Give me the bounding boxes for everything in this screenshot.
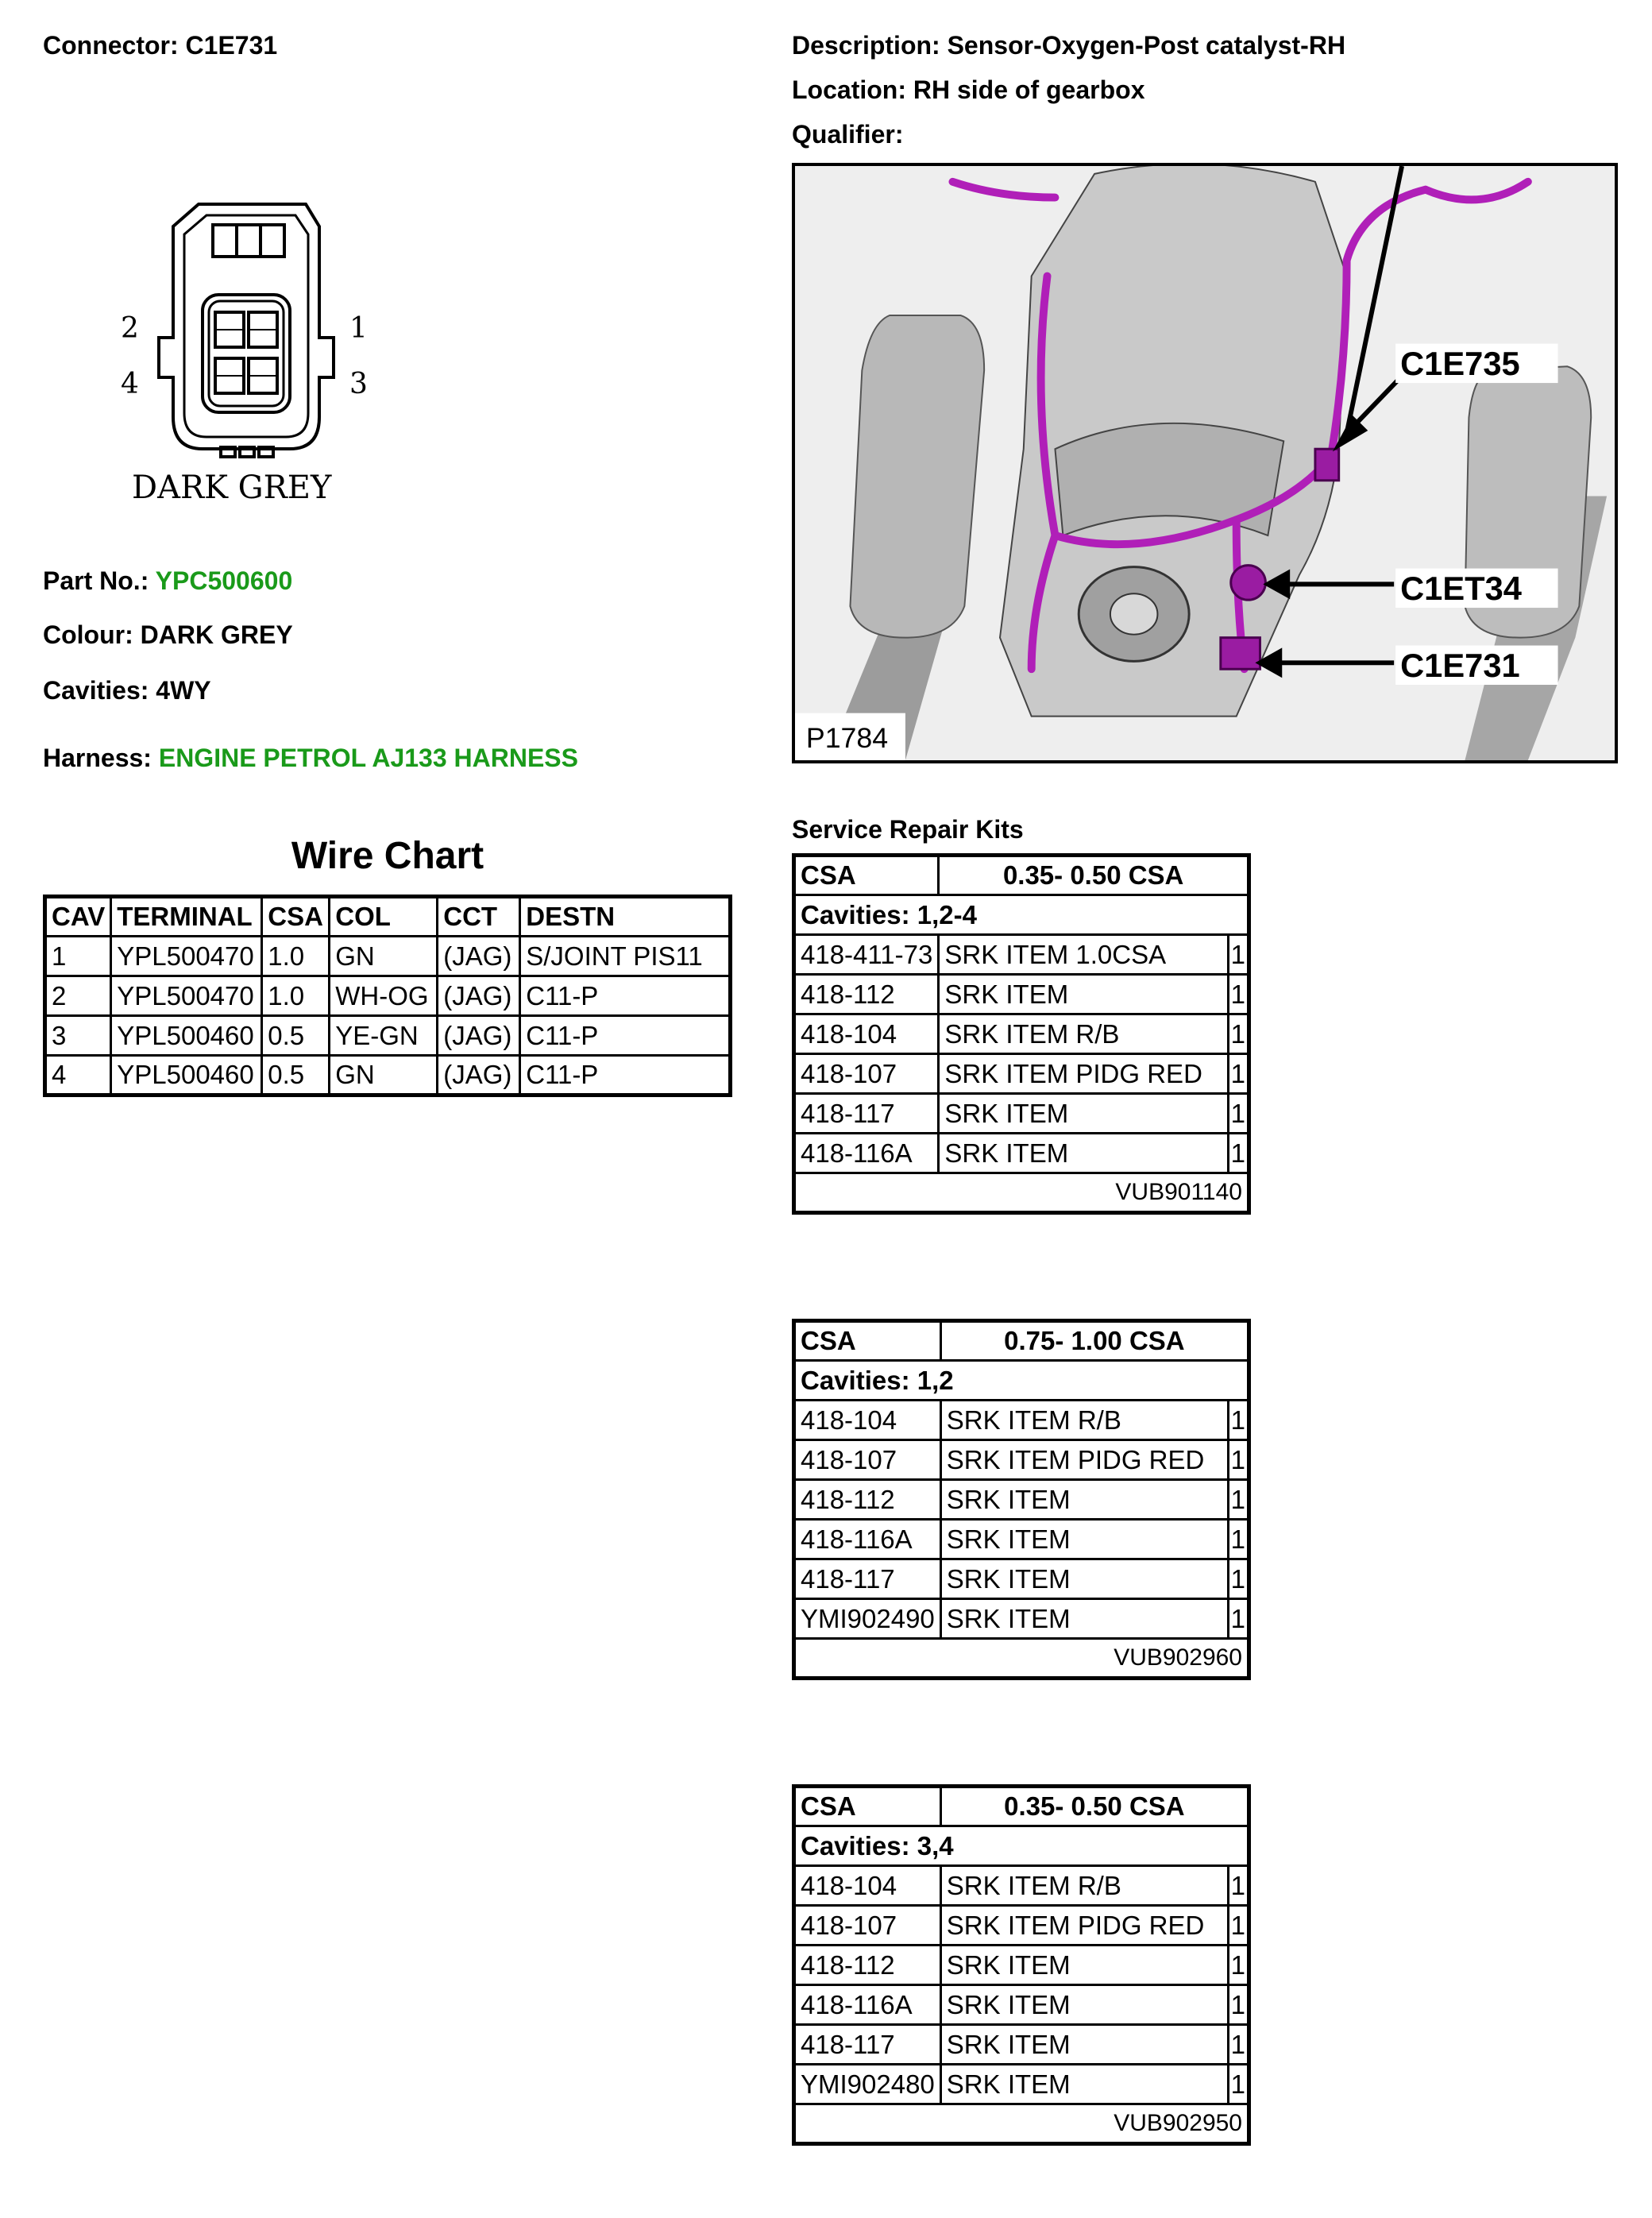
connector-colour-text: DARK GREY bbox=[132, 469, 332, 506]
cell-terminal: YPL500470 bbox=[111, 976, 262, 1016]
kit-csa-label: CSA bbox=[794, 1321, 941, 1361]
cavities-label: Cavities: bbox=[43, 676, 149, 705]
cell-cct: (JAG) bbox=[438, 1016, 520, 1056]
kit-item-row bbox=[794, 1520, 1249, 1559]
cell-cav: 3 bbox=[45, 1016, 111, 1056]
kit-item-row bbox=[794, 1866, 1249, 1906]
connector-face-diagram bbox=[111, 195, 373, 512]
location-photo bbox=[792, 163, 1618, 763]
kit-item-desc: SRK ITEM R/B bbox=[939, 1014, 1228, 1054]
kit-cavities: Cavities: 3,4 bbox=[794, 1826, 1249, 1866]
cell-col: GN bbox=[330, 937, 438, 976]
kit-ref-row bbox=[794, 2104, 1249, 2144]
kit-part-no: 418-112 bbox=[794, 1946, 941, 1985]
cell-csa: 0.5 bbox=[262, 1056, 330, 1095]
kit-item-desc: SRK ITEM bbox=[940, 1985, 1228, 2025]
cell-cav: 4 bbox=[45, 1056, 111, 1095]
kit-item-row bbox=[794, 1134, 1249, 1173]
connector-c1et34-marker bbox=[1231, 566, 1266, 601]
description-label: Description: bbox=[792, 31, 940, 60]
kit-csa-value: 0.35- 0.50 CSA bbox=[939, 856, 1249, 895]
cell-destn: C11-P bbox=[520, 976, 731, 1016]
kit-header-row bbox=[794, 1321, 1249, 1361]
kit-item-desc: SRK ITEM bbox=[939, 975, 1228, 1014]
kit-item-desc: SRK ITEM PIDG RED bbox=[939, 1054, 1228, 1094]
kit-csa-value: 0.75- 1.00 CSA bbox=[940, 1321, 1249, 1361]
kit-item-row bbox=[794, 1599, 1249, 1639]
qualifier-label: Qualifier: bbox=[792, 120, 904, 149]
kit-item-row bbox=[794, 1054, 1249, 1094]
harness-label: Harness: bbox=[43, 744, 152, 772]
kit-item-qty: 1 bbox=[1228, 2025, 1249, 2065]
qualifier-line bbox=[792, 119, 903, 149]
kit-item-desc: SRK ITEM bbox=[940, 1599, 1228, 1639]
kit-item-desc: SRK ITEM bbox=[940, 2025, 1228, 2065]
kit-cavities: Cavities: 1,2-4 bbox=[794, 895, 1249, 935]
kit-item-qty: 1 bbox=[1228, 2065, 1249, 2104]
cell-cav: 1 bbox=[45, 937, 111, 976]
kit-item-row bbox=[794, 1094, 1249, 1134]
connector-c1e731-marker bbox=[1221, 638, 1260, 670]
col-csa: CSA bbox=[262, 897, 330, 937]
description-line bbox=[792, 30, 1345, 60]
kit-item-desc: SRK ITEM bbox=[939, 1094, 1228, 1134]
connector-face-svg bbox=[111, 195, 373, 512]
kit-part-no: 418-116A bbox=[794, 1134, 939, 1173]
pin-2-label: 2 bbox=[121, 312, 139, 345]
col-destn: DESTN bbox=[520, 897, 731, 937]
location-photo-svg bbox=[795, 166, 1615, 760]
kit-item-qty: 1 bbox=[1228, 935, 1249, 975]
cell-col: WH-OG bbox=[330, 976, 438, 1016]
table-row bbox=[45, 1056, 731, 1095]
kit-item-row bbox=[794, 1906, 1249, 1946]
pin-3-label: 3 bbox=[349, 368, 368, 400]
harness-link[interactable]: ENGINE PETROL AJ133 HARNESS bbox=[158, 744, 578, 772]
table-row bbox=[45, 976, 731, 1016]
repair-kit-table-2 bbox=[792, 1319, 1251, 1680]
kit-item-qty: 1 bbox=[1228, 1134, 1249, 1173]
kit-part-no: 418-116A bbox=[794, 1520, 941, 1559]
kit-csa-label: CSA bbox=[794, 856, 939, 895]
cell-terminal: YPL500460 bbox=[111, 1016, 262, 1056]
col-cct: CCT bbox=[438, 897, 520, 937]
kit-item-desc: SRK ITEM R/B bbox=[940, 1401, 1228, 1440]
wire-chart-title: Wire Chart bbox=[291, 835, 484, 877]
cavities-value: 4WY bbox=[156, 676, 211, 705]
harness-line bbox=[43, 743, 578, 773]
kit-item-desc: SRK ITEM PIDG RED bbox=[940, 1906, 1228, 1946]
kit-item-qty: 1 bbox=[1228, 1054, 1249, 1094]
repair-kit-table-1 bbox=[792, 853, 1251, 1215]
cell-cct: (JAG) bbox=[438, 1056, 520, 1095]
colour-value: DARK GREY bbox=[140, 620, 293, 649]
kit-ref: VUB902960 bbox=[794, 1639, 1249, 1679]
kit-item-desc: SRK ITEM bbox=[940, 1946, 1228, 1985]
callout-c1et34: C1ET34 bbox=[1400, 570, 1522, 608]
kit-header-row bbox=[794, 1787, 1249, 1826]
kit-item-qty: 1 bbox=[1228, 1440, 1249, 1480]
colour-line bbox=[43, 620, 293, 650]
kit-item-row bbox=[794, 975, 1249, 1014]
cell-cct: (JAG) bbox=[438, 976, 520, 1016]
kit-csa-label: CSA bbox=[794, 1787, 941, 1826]
kit-item-row bbox=[794, 2025, 1249, 2065]
table-row bbox=[45, 937, 731, 976]
connector-label: Connector: bbox=[43, 31, 179, 60]
kit-item-desc: SRK ITEM bbox=[940, 2065, 1228, 2104]
pin-4-label: 4 bbox=[121, 368, 139, 400]
cell-cav: 2 bbox=[45, 976, 111, 1016]
cell-csa: 0.5 bbox=[262, 1016, 330, 1056]
col-col: COL bbox=[330, 897, 438, 937]
location-label: Location: bbox=[792, 75, 906, 104]
cell-terminal: YPL500460 bbox=[111, 1056, 262, 1095]
part-number-label: Part No.: bbox=[43, 566, 149, 595]
kit-item-qty: 1 bbox=[1228, 1599, 1249, 1639]
kit-item-qty: 1 bbox=[1228, 1985, 1249, 2025]
col-terminal: TERMINAL bbox=[111, 897, 262, 937]
kit-part-no: 418-104 bbox=[794, 1401, 941, 1440]
kit-cavities-row bbox=[794, 895, 1249, 935]
kit-part-no: YMI902490 bbox=[794, 1599, 941, 1639]
connector-heading bbox=[43, 30, 277, 60]
location-value: RH side of gearbox bbox=[913, 75, 1145, 104]
kit-item-qty: 1 bbox=[1228, 1014, 1249, 1054]
kit-item-qty: 1 bbox=[1228, 1480, 1249, 1520]
kit-part-no: 418-107 bbox=[794, 1054, 939, 1094]
cell-destn: C11-P bbox=[520, 1016, 731, 1056]
wire-chart-header-row bbox=[45, 897, 731, 937]
kit-part-no: 418-411-73 bbox=[794, 935, 939, 975]
kit-ref-row bbox=[794, 1639, 1249, 1679]
connector-id: C1E731 bbox=[185, 31, 278, 60]
kit-item-row bbox=[794, 1480, 1249, 1520]
kit-item-desc: SRK ITEM 1.0CSA bbox=[939, 935, 1228, 975]
description-value: Sensor-Oxygen-Post catalyst-RH bbox=[947, 31, 1346, 60]
kit-item-qty: 1 bbox=[1228, 1094, 1249, 1134]
cell-destn: S/JOINT PIS11 bbox=[520, 937, 731, 976]
kit-item-qty: 1 bbox=[1228, 1946, 1249, 1985]
kit-item-desc: SRK ITEM bbox=[940, 1520, 1228, 1559]
kit-item-desc: SRK ITEM bbox=[939, 1134, 1228, 1173]
kit-item-row bbox=[794, 1985, 1249, 2025]
col-cav: CAV bbox=[45, 897, 111, 937]
kit-part-no: 418-107 bbox=[794, 1906, 941, 1946]
kit-header-row bbox=[794, 856, 1249, 895]
kit-item-qty: 1 bbox=[1228, 1866, 1249, 1906]
kit-item-row bbox=[794, 1401, 1249, 1440]
kit-ref: VUB901140 bbox=[794, 1173, 1249, 1213]
kit-ref: VUB902950 bbox=[794, 2104, 1249, 2144]
kit-item-row bbox=[794, 1559, 1249, 1599]
part-number-line bbox=[43, 566, 292, 596]
pin-1-label: 1 bbox=[349, 312, 368, 345]
kit-item-desc: SRK ITEM bbox=[940, 1559, 1228, 1599]
kit-part-no: YMI902480 bbox=[794, 2065, 941, 2104]
kit-part-no: 418-104 bbox=[794, 1014, 939, 1054]
kit-item-qty: 1 bbox=[1228, 1906, 1249, 1946]
kit-part-no: 418-117 bbox=[794, 1559, 941, 1599]
cell-csa: 1.0 bbox=[262, 937, 330, 976]
kit-item-row bbox=[794, 2065, 1249, 2104]
cell-terminal: YPL500470 bbox=[111, 937, 262, 976]
kit-part-no: 418-116A bbox=[794, 1985, 941, 2025]
wire-chart-table bbox=[43, 895, 732, 1097]
callout-c1e735: C1E735 bbox=[1400, 345, 1520, 383]
table-row bbox=[45, 1016, 731, 1056]
kit-item-row bbox=[794, 935, 1249, 975]
kit-item-desc: SRK ITEM bbox=[940, 1480, 1228, 1520]
colour-label: Colour: bbox=[43, 620, 133, 649]
kit-item-qty: 1 bbox=[1228, 975, 1249, 1014]
part-number-link[interactable]: YPC500600 bbox=[155, 566, 293, 595]
kit-part-no: 418-117 bbox=[794, 1094, 939, 1134]
location-line bbox=[792, 75, 1144, 105]
repair-kit-table-3 bbox=[792, 1784, 1251, 2146]
cell-destn: C11-P bbox=[520, 1056, 731, 1095]
kit-cavities-row bbox=[794, 1826, 1249, 1866]
cell-col: GN bbox=[330, 1056, 438, 1095]
kit-part-no: 418-107 bbox=[794, 1440, 941, 1480]
kit-part-no: 418-117 bbox=[794, 2025, 941, 2065]
kit-cavities: Cavities: 1,2 bbox=[794, 1361, 1249, 1401]
kit-item-row bbox=[794, 1946, 1249, 1985]
kit-item-qty: 1 bbox=[1228, 1559, 1249, 1599]
figure-id: P1784 bbox=[805, 722, 889, 755]
kit-cavities-row bbox=[794, 1361, 1249, 1401]
connector-c1e735-marker bbox=[1315, 449, 1339, 481]
service-repair-kits-title: Service Repair Kits bbox=[792, 815, 1024, 844]
cell-cct: (JAG) bbox=[438, 937, 520, 976]
kit-csa-value: 0.35- 0.50 CSA bbox=[940, 1787, 1249, 1826]
kit-part-no: 418-112 bbox=[794, 975, 939, 1014]
kit-item-qty: 1 bbox=[1228, 1520, 1249, 1559]
kit-item-qty: 1 bbox=[1228, 1401, 1249, 1440]
kit-item-desc: SRK ITEM PIDG RED bbox=[940, 1440, 1228, 1480]
kit-item-row bbox=[794, 1014, 1249, 1054]
kit-item-desc: SRK ITEM R/B bbox=[940, 1866, 1228, 1906]
kit-item-row bbox=[794, 1440, 1249, 1480]
cell-csa: 1.0 bbox=[262, 976, 330, 1016]
kit-part-no: 418-104 bbox=[794, 1866, 941, 1906]
kit-part-no: 418-112 bbox=[794, 1480, 941, 1520]
callout-c1e731: C1E731 bbox=[1400, 647, 1520, 685]
kit-ref-row bbox=[794, 1173, 1249, 1213]
cavities-line bbox=[43, 675, 211, 705]
cell-col: YE-GN bbox=[330, 1016, 438, 1056]
